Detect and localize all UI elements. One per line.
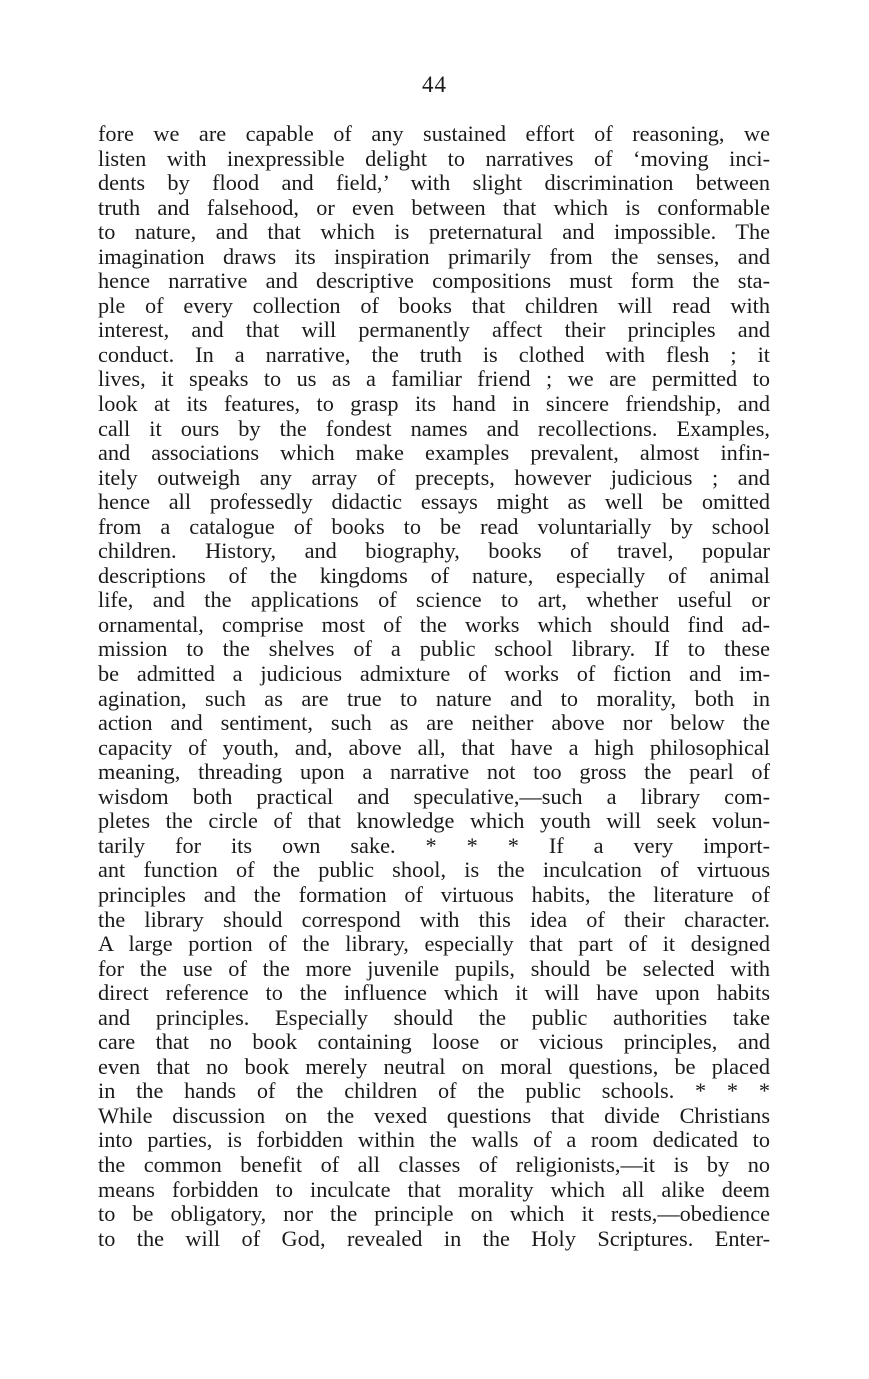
text-line: and principles. Especially should the public authorities take — [98, 1005, 770, 1030]
text-line: hence narrative and descriptive compositions must form the sta- — [98, 269, 770, 294]
text-line: dents by flood and field,’ with slight discrimination between — [98, 171, 770, 196]
text-line: wisdom both practical and speculative,—such a library com- — [98, 784, 770, 809]
text-line: direct reference to the influence which it will have upon habits — [98, 981, 770, 1006]
text-line: ant function of the public shool, is the inculcation of virtuous — [98, 858, 770, 883]
text-line: itely outweigh any array of precepts, however judicious ; and — [98, 465, 770, 490]
body-text — [98, 122, 770, 1251]
text-line: to be obligatory, nor the principle on which it rests,—obedience — [98, 1202, 770, 1227]
text-line: from a catalogue of books to be read voluntarially by school — [98, 514, 770, 539]
text-line: action and sentiment, such as are neither above nor below the — [98, 711, 770, 736]
text-line: life, and the applications of science to art, whether useful or — [98, 588, 770, 613]
text-line: imagination draws its inspiration primarily from the senses, and — [98, 244, 770, 269]
text-line: interest, and that will permanently affect their principles and — [98, 318, 770, 343]
text-line: listen with inexpressible delight to narratives of ‘moving inci- — [98, 146, 770, 171]
text-line: lives, it speaks to us as a familiar friend ; we are permitted to — [98, 367, 770, 392]
text-line: principles and the formation of virtuous habits, the literature of — [98, 882, 770, 907]
text-line: into parties, is forbidden within the walls of a room dedicated to — [98, 1128, 770, 1153]
text-line: capacity of youth, and, above all, that have a high philosophical — [98, 735, 770, 760]
text-line: in the hands of the children of the public schools. * * * — [98, 1079, 770, 1104]
text-line: descriptions of the kingdoms of nature, especially of animal — [98, 563, 770, 588]
text-line: meaning, threading upon a narrative not too gross the pearl of — [98, 760, 770, 785]
text-line: ple of every collection of books that children will read with — [98, 293, 770, 318]
text-line: children. History, and biography, books of travel, popular — [98, 539, 770, 564]
text-line: hence all professedly didactic essays might as well be omitted — [98, 490, 770, 515]
text-line: While discussion on the vexed questions that divide Christians — [98, 1103, 770, 1128]
text-line: conduct. In a narrative, the truth is clothed with flesh ; it — [98, 342, 770, 367]
text-line: and associations which make examples prevalent, almost infin- — [98, 441, 770, 466]
text-line: for the use of the more juvenile pupils, should be selected with — [98, 956, 770, 981]
text-line: even that no book merely neutral on moral questions, be placed — [98, 1054, 770, 1079]
text-line: the common benefit of all classes of religionists,—it is by no — [98, 1152, 770, 1177]
text-line: fore we are capable of any sustained effort of reasoning, we — [98, 122, 770, 146]
text-line: to nature, and that which is preternatural and impossible. The — [98, 220, 770, 245]
text-line: call it ours by the fondest names and recollections. Examples, — [98, 416, 770, 441]
page-number: 44 — [422, 72, 447, 97]
text-line: ornamental, comprise most of the works which should find ad- — [98, 612, 770, 637]
text-line: care that no book containing loose or vicious principles, and — [98, 1030, 770, 1055]
text-line: be admitted a judicious admixture of works of fiction and im- — [98, 662, 770, 687]
text-line: the library should correspond with this idea of their character. — [98, 907, 770, 932]
text-line: to the will of God, revealed in the Holy Scriptures. Enter- — [98, 1226, 770, 1251]
text-line: truth and falsehood, or even between that which is conformable — [98, 195, 770, 220]
text-line: pletes the circle of that knowledge which youth will seek volun- — [98, 809, 770, 834]
text-line: means forbidden to inculcate that morality which all alike deem — [98, 1177, 770, 1202]
text-line: look at its features, to grasp its hand in sincere friendship, and — [98, 392, 770, 417]
text-line: agination, such as are true to nature and to morality, both in — [98, 686, 770, 711]
text-line: A large portion of the library, especially that part of it designed — [98, 932, 770, 957]
text-line: mission to the shelves of a public school library. If to these — [98, 637, 770, 662]
text-line: tarily for its own sake. * * * If a very import- — [98, 833, 770, 858]
